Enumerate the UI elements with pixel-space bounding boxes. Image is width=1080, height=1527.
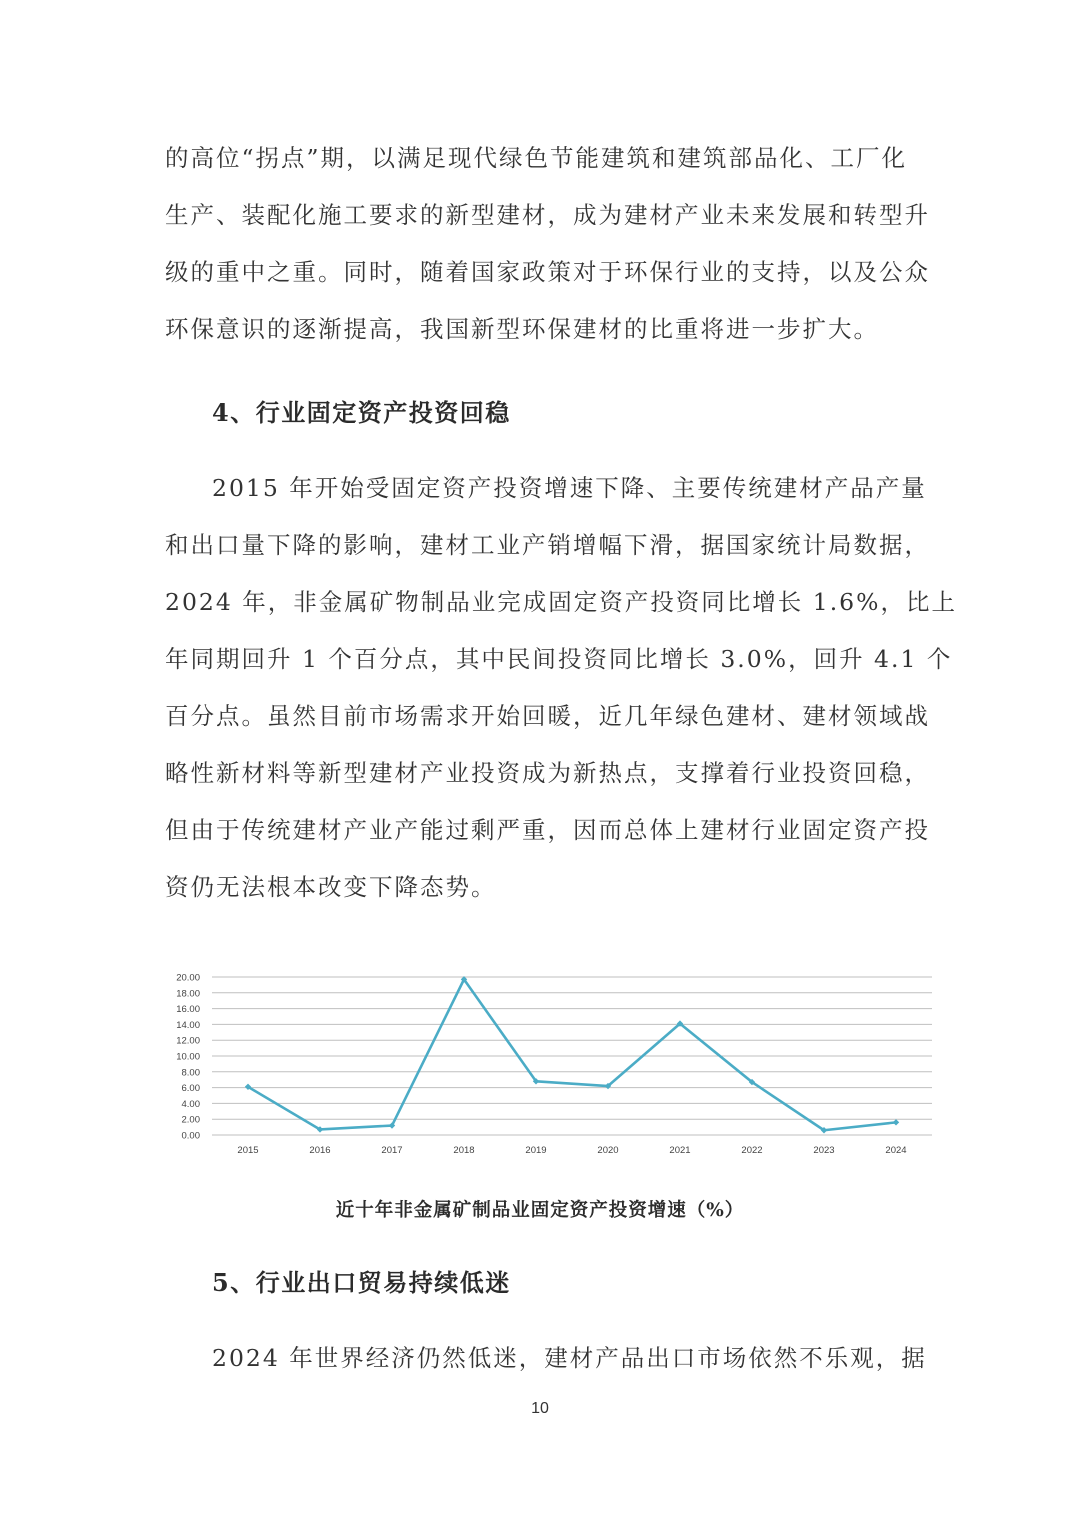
chart-caption: 近十年非金属矿制品业固定资产投资增速（%） [335,1200,745,1221]
series-line [248,979,896,1130]
y-tick-label: 6.00 [181,1083,200,1095]
x-tick-label: 2022 [741,1145,763,1156]
paragraph-fixed-asset-investment [165,460,957,916]
page-number: 10 [531,1400,549,1417]
x-tick-label: 2024 [885,1145,907,1156]
x-tick-label: 2020 [597,1145,619,1156]
x-tick-label: 2015 [237,1145,259,1156]
text-line: 的高位“拐点”期，以满足现代绿色节能建筑和建筑部品化、工厂化 [165,144,908,172]
y-tick-label: 12.00 [176,1035,200,1047]
text-line: 2024 年，非金属矿物制品业完成固定资产投资同比增长 1.6%，比上 [165,588,957,616]
y-axis-ticks [176,973,200,1142]
text-line: 生产、装配化施工要求的新型建材，成为建材产业未来发展和转型升 [165,201,930,229]
section-heading-5: 5、行业出口贸易持续低迷 [212,1268,511,1297]
x-axis-ticks [237,1145,906,1156]
paragraph-export-trade [165,1330,927,1387]
x-tick-label: 2021 [669,1145,691,1156]
text-line: 环保意识的逐渐提高，我国新型环保建材的比重将进一步扩大。 [165,315,879,343]
data-point [893,1119,899,1125]
investment-growth-line-chart [165,965,940,1160]
text-line: 和出口量下降的影响，建材工业产销增幅下滑，据国家统计局数据， [165,531,930,559]
text-line: 2015 年开始受固定资产投资增速下降、主要传统建材产品产量 [212,474,927,502]
text-line: 2024 年世界经济仍然低迷，建材产品出口市场依然不乐观，据 [212,1344,927,1372]
x-tick-label: 2016 [309,1145,331,1156]
paragraph-green-building-materials [165,130,930,358]
chart-grid [212,977,932,1135]
y-tick-label: 2.00 [181,1114,200,1126]
y-tick-label: 16.00 [176,1004,200,1016]
y-tick-label: 4.00 [181,1098,200,1110]
text-line: 但由于传统建材产业产能过剩严重，因而总体上建材行业固定资产投 [165,816,930,844]
section-heading-4: 4、行业固定资产投资回稳 [212,398,511,427]
x-tick-label: 2023 [813,1145,835,1156]
y-tick-label: 20.00 [176,972,200,984]
y-tick-label: 0.00 [181,1130,200,1142]
x-tick-label: 2017 [381,1145,403,1156]
chart-svg [165,965,940,1160]
y-tick-label: 18.00 [176,988,200,1000]
text-line: 年同期回升 1 个百分点，其中民间投资同比增长 3.0%，回升 4.1 个 [165,645,953,673]
chart-series [245,976,899,1133]
text-line: 略性新材料等新型建材产业投资成为新热点，支撑着行业投资回稳， [165,759,930,787]
y-tick-label: 14.00 [176,1019,200,1031]
text-line: 百分点。虽然目前市场需求开始回暖，近几年绿色建材、建材领域战 [165,702,930,730]
x-tick-label: 2019 [525,1145,547,1156]
text-line: 级的重中之重。同时，随着国家政策对于环保行业的支持，以及公众 [165,258,930,286]
x-tick-label: 2018 [453,1145,475,1156]
y-tick-label: 10.00 [176,1051,200,1063]
y-tick-label: 8.00 [181,1067,200,1079]
text-line: 资仍无法根本改变下降态势。 [165,873,497,901]
